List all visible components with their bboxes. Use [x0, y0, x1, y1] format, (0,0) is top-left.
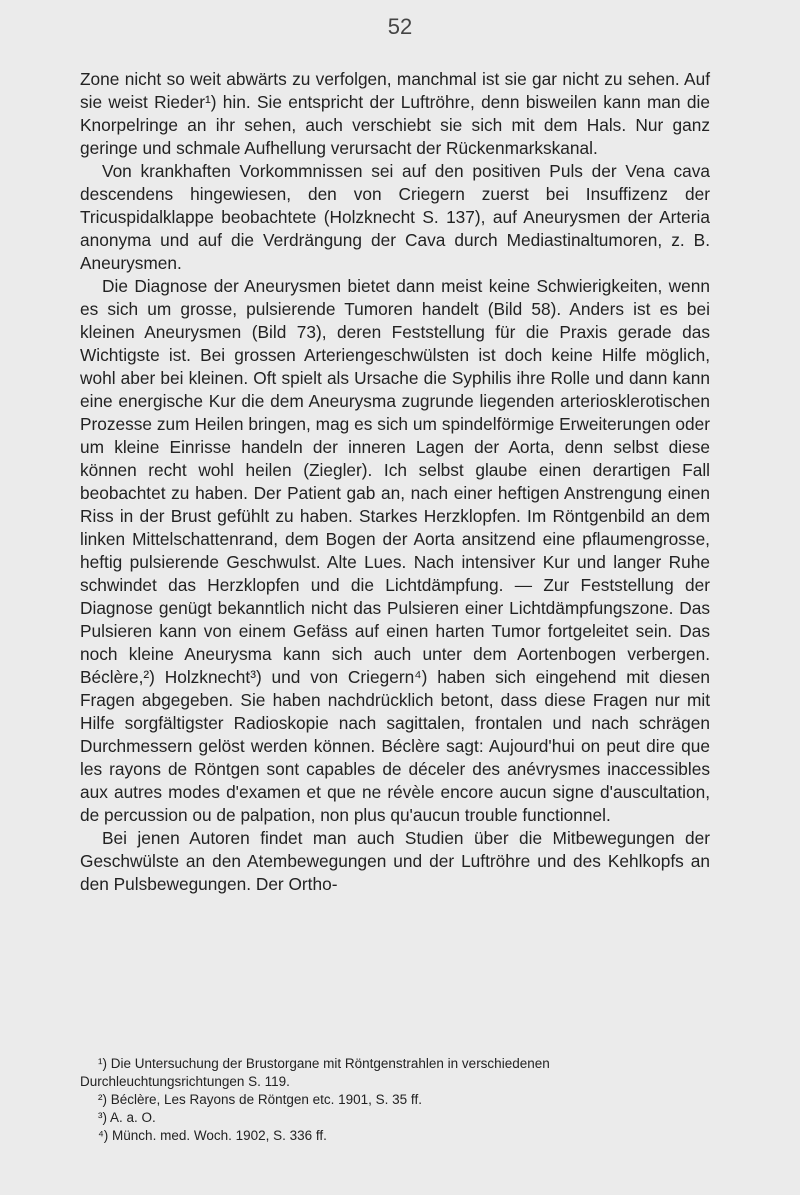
footnote-3: ³) A. a. O.: [98, 1110, 156, 1125]
body-text: [80, 68, 710, 896]
paragraph-2: Von krankhaften Vorkommnissen sei auf den positiven Puls der Vena cava descendens hingewiesen, den von Criegern zuerst bei Insuffizenz der Tricuspidalklappe beobachtete (Holzknecht S. 137), auf Aneurysmen der Arteria anonyma und auf die Verdrängung der Cava durch Mediastinaltumoren, z. B. Aneurysmen.: [80, 161, 710, 273]
footnotes: [80, 1055, 710, 1145]
footnote-1: ¹) Die Untersuchung der Brustorgane mit Röntgenstrahlen in verschiedenen Durchleuchtungsrichtungen S. 119.: [80, 1056, 550, 1089]
paragraph-4: Bei jenen Autoren findet man auch Studien über die Mitbewegungen der Geschwülste an den Atembewegungen und der Luftröhre und des Kehlkopfs an den Pulsbewegungen. Der Ortho-: [80, 828, 710, 894]
footnote-2: ²) Béclère, Les Rayons de Röntgen etc. 1901, S. 35 ff.: [98, 1092, 422, 1107]
paragraph-3: Die Diagnose der Aneurysmen bietet dann meist keine Schwierigkeiten, wenn es sich um grosse, pulsierende Tumoren handelt (Bild 58). Anders ist es bei kleinen Aneurysmen (Bild 73), deren Feststellung für die Praxis gerade das Wichtigste ist. Bei grossen Arteriengeschwülsten ist doch keine Hilfe möglich, wohl aber bei kleinen. Oft spielt als Ursache die Syphilis ihre Rolle und dann kann eine energische Kur die dem Aneurysma zugrunde liegenden arteriosklerotischen Prozesse zum Heilen bringen, mag es sich um spindelförmige Erweiterungen oder um kleine Einrisse handeln der inneren Lagen der Aorta, denn selbst diese können recht wohl heilen (Ziegler). Ich selbst glaube einen derartigen Fall beobachtet zu haben. Der Patient gab an, nach einer heftigen Anstrengung einen Riss in der Brust gefühlt zu haben. Starkes Herzklopfen. Im Röntgenbild an dem linken Mittelschattenrand, dem Bogen der Aorta ansitzend eine pflaumengrosse, heftig pulsierende Geschwulst. Alte Lues. Nach intensiver Kur und langer Ruhe schwindet das Herzklopfen und die Lichtdämpfung. — Zur Feststellung der Diagnose genügt bekanntlich nicht das Pulsieren einer Lichtdämpfungszone. Das Pulsieren kann von einem Gefäss auf einen harten Tumor fortgeleitet sein. Das noch kleine Aneurysma kann sich auch unter dem Aortenbogen verbergen. Béclère,²) Holzknecht³) und von Criegern⁴) haben sich eingehend mit diesen Fragen abgegeben. Sie haben nachdrücklich betont, dass diese Fragen nur mit Hilfe sorgfältigster Radioskopie nach sagittalen, frontalen und nach schrägen Durchmessern gelöst werden können. Béclère sagt: Aujourd'hui on peut dire que les rayons de Röntgen sont capables de déceler des anévrysmes inaccessibles aux autres modes d'examen et que ne révèle encore aucun signe d'auscultation, de percussion ou de palpation, non plus qu'aucun trouble functionnel.: [80, 276, 710, 825]
paragraph-1: Zone nicht so weit abwärts zu verfolgen, manchmal ist sie gar nicht zu sehen. Auf sie weist Rieder¹) hin. Sie entspricht der Luftröhre, denn bisweilen kann man die Knorpelringe an ihr sehen, auch verschiebt sie sich mit dem Hals. Nur ganz geringe und schmale Aufhellung verursacht der Rückenmarkskanal.: [80, 69, 710, 158]
footnote-4: ⁴) Münch. med. Woch. 1902, S. 336 ff.: [98, 1128, 327, 1143]
page-number: 52: [387, 14, 413, 39]
